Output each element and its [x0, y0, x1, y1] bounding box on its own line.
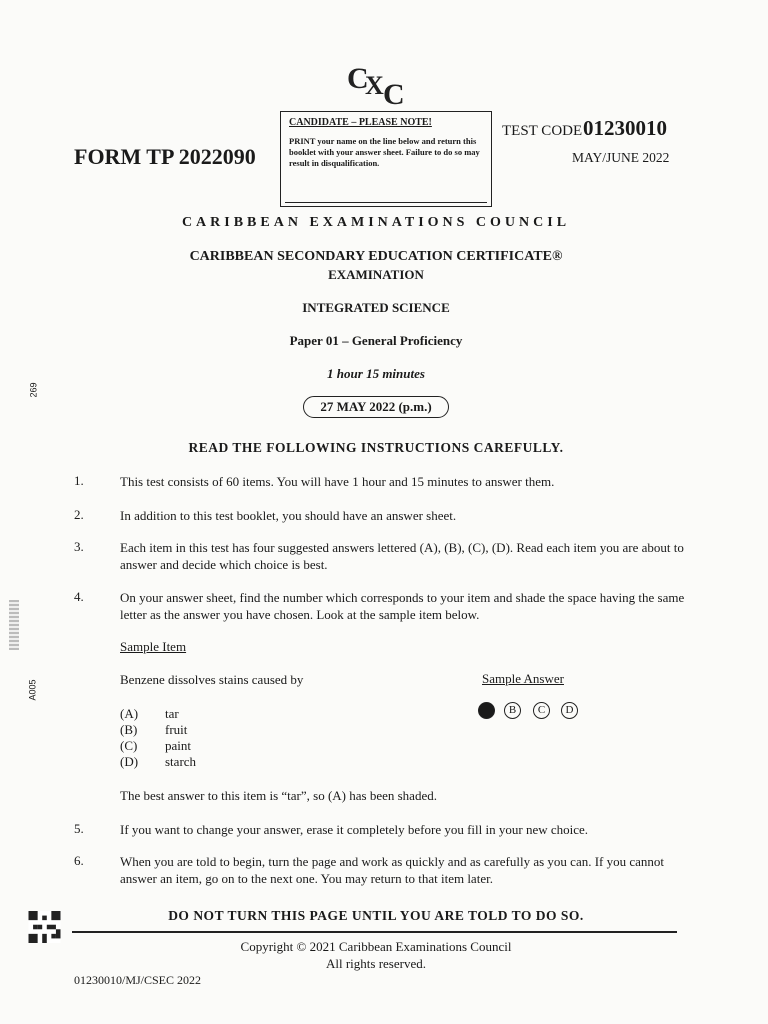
notice-heading: CANDIDATE – PLEASE NOTE!: [289, 117, 432, 128]
answer-bubble-b: B: [504, 702, 521, 719]
side-mark-top: 269: [28, 382, 39, 398]
instruction-number: 2.: [74, 507, 84, 522]
rights-reserved: All rights reserved.: [325, 956, 426, 971]
copyright: Copyright © 2021 Caribbean Examinations Council: [240, 939, 512, 954]
sample-answer-heading: Sample Answer: [482, 671, 564, 686]
notice-text: PRINT your name on the line below and return this booklet with your answer sheet. Failure to do so may result in disqualification.: [289, 136, 480, 168]
instructions-title: READ THE FOLLOWING INSTRUCTIONS CAREFULLY.: [188, 440, 564, 455]
exam-duration: 1 hour 15 minutes: [327, 366, 425, 381]
option-letter: (D): [120, 754, 139, 769]
instruction-text: This test consists of 60 items. You will have 1 hour and 15 minutes to answer them.: [120, 474, 555, 489]
instruction-number: 6.: [74, 853, 84, 868]
instruction-number: 5.: [74, 821, 84, 836]
name-line: [285, 202, 487, 203]
instruction-text: On your answer sheet, find the number which corresponds to your item and shade the space having the same letter as the answer you have chosen. Look at the sample item below.: [120, 590, 685, 622]
do-not-turn-warning: DO NOT TURN THIS PAGE UNTIL YOU ARE TOLD TO DO SO.: [168, 908, 584, 923]
option-text: paint: [165, 738, 191, 753]
candidate-notice-box: [280, 111, 492, 207]
option-text: fruit: [165, 722, 188, 737]
footer-code: 01230010/MJ/CSEC 2022: [74, 973, 202, 984]
instruction-number: 1.: [74, 473, 84, 488]
sample-stem: Benzene dissolves stains caused by: [120, 672, 304, 687]
form-number: FORM TP 2022090: [74, 144, 256, 169]
instruction-number: 3.: [74, 539, 84, 554]
instruction-text: In addition to this test booklet, you should have an answer sheet.: [120, 508, 457, 523]
exam-session: MAY/JUNE 2022: [572, 150, 670, 165]
option-text: starch: [165, 754, 197, 769]
option-letter: (A): [120, 706, 139, 721]
side-mark-bottom: A005: [27, 679, 38, 701]
logo-letter-c1: C: [347, 62, 369, 95]
option-text: tar: [165, 706, 179, 721]
option-letter: (B): [120, 722, 138, 737]
logo-letter-x: X: [365, 71, 384, 100]
cxc-logo: [345, 58, 409, 108]
answer-bubble-c: C: [533, 702, 550, 719]
test-code: 01230010: [583, 116, 667, 140]
council-name: CARIBBEAN EXAMINATIONS COUNCIL: [181, 215, 571, 230]
instruction-number: 4.: [74, 589, 84, 604]
subject-title: INTEGRATED SCIENCE: [302, 300, 450, 315]
sample-item-heading: Sample Item: [120, 639, 187, 654]
answer-bubble-d: D: [561, 702, 578, 719]
instruction-text: When you are told to begin, turn the page and work as quickly and as carefully as you can. If you cannot answer an item, go on to the next one. You may return to that item later.: [120, 854, 665, 886]
instruction-text: If you want to change your answer, erase it completely before you fill in your new choice.: [120, 822, 589, 837]
test-code-label: TEST CODE: [502, 123, 583, 139]
paper-title: Paper 01 – General Proficiency: [289, 333, 463, 348]
answer-bubble-a-shaded: [478, 702, 495, 719]
side-barcode: [9, 600, 19, 650]
certificate-title: CARIBBEAN SECONDARY EDUCATION CERTIFICATE®: [189, 249, 563, 264]
exam-date: 27 MAY 2022 (p.m.): [303, 396, 449, 418]
logo-letter-c2: C: [383, 78, 405, 108]
examination-label: EXAMINATION: [328, 267, 424, 282]
option-letter: (C): [120, 738, 138, 753]
footer-divider: [72, 931, 677, 933]
sample-explanation: The best answer to this item is “tar”, so (A) has been shaded.: [120, 788, 437, 803]
instruction-text: Each item in this test has four suggested answers lettered (A), (B), (C), (D). Read each item you are about to answer and decide which choice is best.: [120, 540, 684, 572]
